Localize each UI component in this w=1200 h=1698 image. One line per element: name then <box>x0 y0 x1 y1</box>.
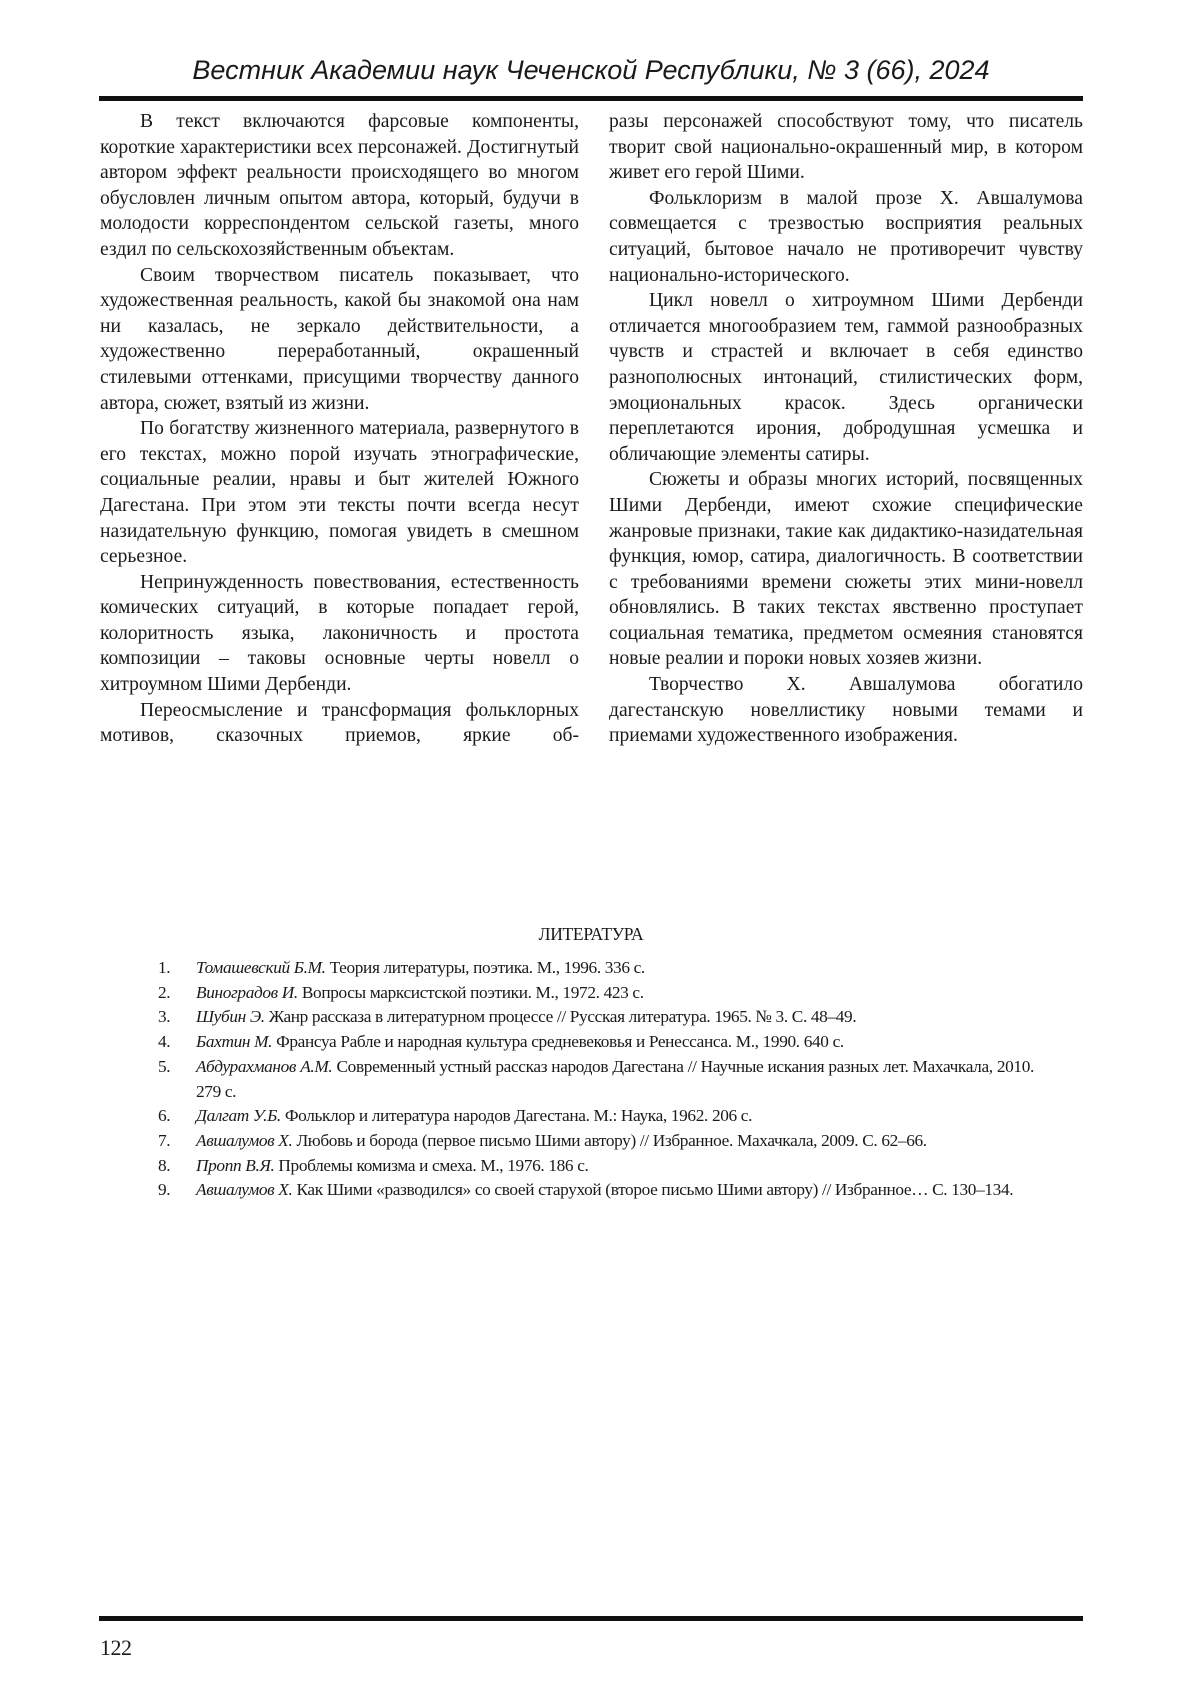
paragraph: Сюжеты и образы многих историй, посвященных Шими Дербенди, имеют схожие специфические жанровые признаки, такие как дидактико-назидательная функция, юмор, сатира, диалогичность. В соответствии с требованиями времени сюжеты этих мини-новелл обновлялись. В таких текстах явственно проступает социальная тематика, предметом осмеяния становятся новые реалии и пороки новых хозяев жизни. <box>609 469 1083 670</box>
reference-number: 2. <box>158 982 171 1002</box>
paragraph: Своим творчеством писатель показывает, что художественная реальность, какой бы знакомой она нам ни казалась, не зеркало действительности, а художественно переработанный, окрашенный стилевыми оттенками, присущими творчеству данного автора, сюжет, взятый из жизни. <box>100 264 579 414</box>
references-list <box>158 956 1034 1203</box>
reference-author: Авшалумов Х. <box>196 1180 293 1200</box>
reference-author: Шубин Э. <box>196 1007 265 1027</box>
paragraph: Творчество Х. Авшалумова обогатило дагестанскую новеллистику новыми темами и приемами художественного изображения. <box>609 674 1083 747</box>
reference-text: Теория литературы, поэтика. М., 1996. 336 с. <box>325 958 645 977</box>
reference-text: Фольклор и литература народов Дагестана. М.: Наука, 1962. 206 с. <box>280 1106 753 1126</box>
reference-text: Проблемы комизма и смеха. М., 1976. 186 с. <box>274 1155 589 1175</box>
reference-author: Пропп В.Я. <box>196 1155 275 1175</box>
references-title: ЛИТЕРАТУРА <box>538 924 644 944</box>
reference-number: 5. <box>158 1056 171 1076</box>
reference-item <box>158 956 1034 981</box>
reference-text: Как Шими «разводился» со своей старухой (второе письмо Шими автору) // Избранное… С. 130–134. <box>292 1180 1014 1200</box>
paragraph: Непринужденность повествования, естественность комических ситуаций, в которые попадает герой, колоритность языка, лаконичность и простота композиции – таковы основные черты новелл о хитроумном Шими Дербенди. <box>100 571 579 696</box>
header-rule <box>99 96 1083 101</box>
paragraph: По богатству жизненного материала, развернутого в его текстах, можно порой изучать этнографические, социальные реалии, нравы и быт жителей Южного Дагестана. При этом эти тексты почти всегда несут назидательную функцию, помогая увидеть в смешном серьезное. <box>100 418 579 568</box>
reference-author: Далгат У.Б. <box>196 1106 281 1126</box>
reference-number: 8. <box>158 1155 171 1175</box>
reference-item <box>158 1055 1034 1104</box>
reference-number: 9. <box>158 1180 171 1200</box>
paragraph: Цикл новелл о хитроумном Шими Дербенди отличается многообразием тем, гаммой разнообразных чувств и страстей и включает в себя единство разнополюсных интонаций, стилистических форм, эмоциональных красок. Здесь органически переплетаются ирония, добродушная усмешка и обличающие элементы сатиры. <box>609 290 1083 465</box>
reference-item <box>158 1104 1034 1129</box>
reference-author: Авшалумов Х. <box>196 1130 293 1150</box>
paragraph: Фольклоризм в малой прозе Х. Авшалумова совмещается с трезвостью восприятия реальных ситуаций, бытовое начало не противоречит чувству национально-исторического. <box>609 187 1083 286</box>
body-column-left <box>100 109 579 749</box>
reference-text: Вопросы марксистской поэтики. М., 1972. 423 с. <box>297 982 644 1002</box>
reference-author: Виноградов И. <box>196 982 298 1002</box>
running-head: Вестник Академии наук Чеченской Республики, № 3 (66), 2024 <box>192 55 990 85</box>
reference-item <box>158 1005 1034 1030</box>
reference-number: 6. <box>158 1106 171 1126</box>
paragraph: В текст включаются фарсовые компоненты, короткие характеристики всех персонажей. Достигнутый автором эффект реальности происходящего во многом обусловлен личным опытом автора, который, будучи в молодости корреспондентом сельской газеты, много ездил по сельскохозяйственным объектам. <box>100 111 579 260</box>
reference-text: Франсуа Рабле и народная культура средневековья и Ренессанса. М., 1990. 640 с. <box>272 1032 844 1052</box>
reference-author: Томашевский Б.М. <box>196 958 326 977</box>
reference-item <box>158 981 1034 1006</box>
reference-number: 4. <box>158 1032 171 1052</box>
reference-number: 1. <box>158 958 171 977</box>
body-column-right <box>609 109 1083 749</box>
reference-item <box>158 1154 1034 1179</box>
reference-author: Бахтин М. <box>196 1032 273 1052</box>
footer-rule <box>99 1616 1083 1621</box>
reference-item <box>158 1178 1034 1203</box>
reference-item <box>158 1030 1034 1055</box>
reference-item <box>158 1129 1034 1154</box>
reference-text: Жанр рассказа в литературном процессе // Русская литература. 1965. № 3. С. 48–49. <box>264 1007 857 1027</box>
reference-number: 7. <box>158 1130 171 1150</box>
paragraph: Переосмысление и трансформация фольклорных мотивов, сказочных приемов, яркие об- <box>100 699 579 747</box>
reference-number: 3. <box>158 1007 171 1027</box>
reference-text: Любовь и борода (первое письмо Шими автору) // Избранное. Махачкала, 2009. С. 62–66. <box>292 1130 927 1150</box>
paragraph-continued: разы персонажей способствуют тому, что писатель творит свой национально-окрашенный мир, в котором живет его герой Шими. <box>609 111 1083 184</box>
reference-text: Современный устный рассказ народов Дагестана // Научные искания разных лет. Махачкала, 2010. 279 с. <box>196 1056 1034 1101</box>
page-number: 122 <box>100 1635 132 1660</box>
reference-author: Абдурахманов А.М. <box>196 1056 333 1076</box>
